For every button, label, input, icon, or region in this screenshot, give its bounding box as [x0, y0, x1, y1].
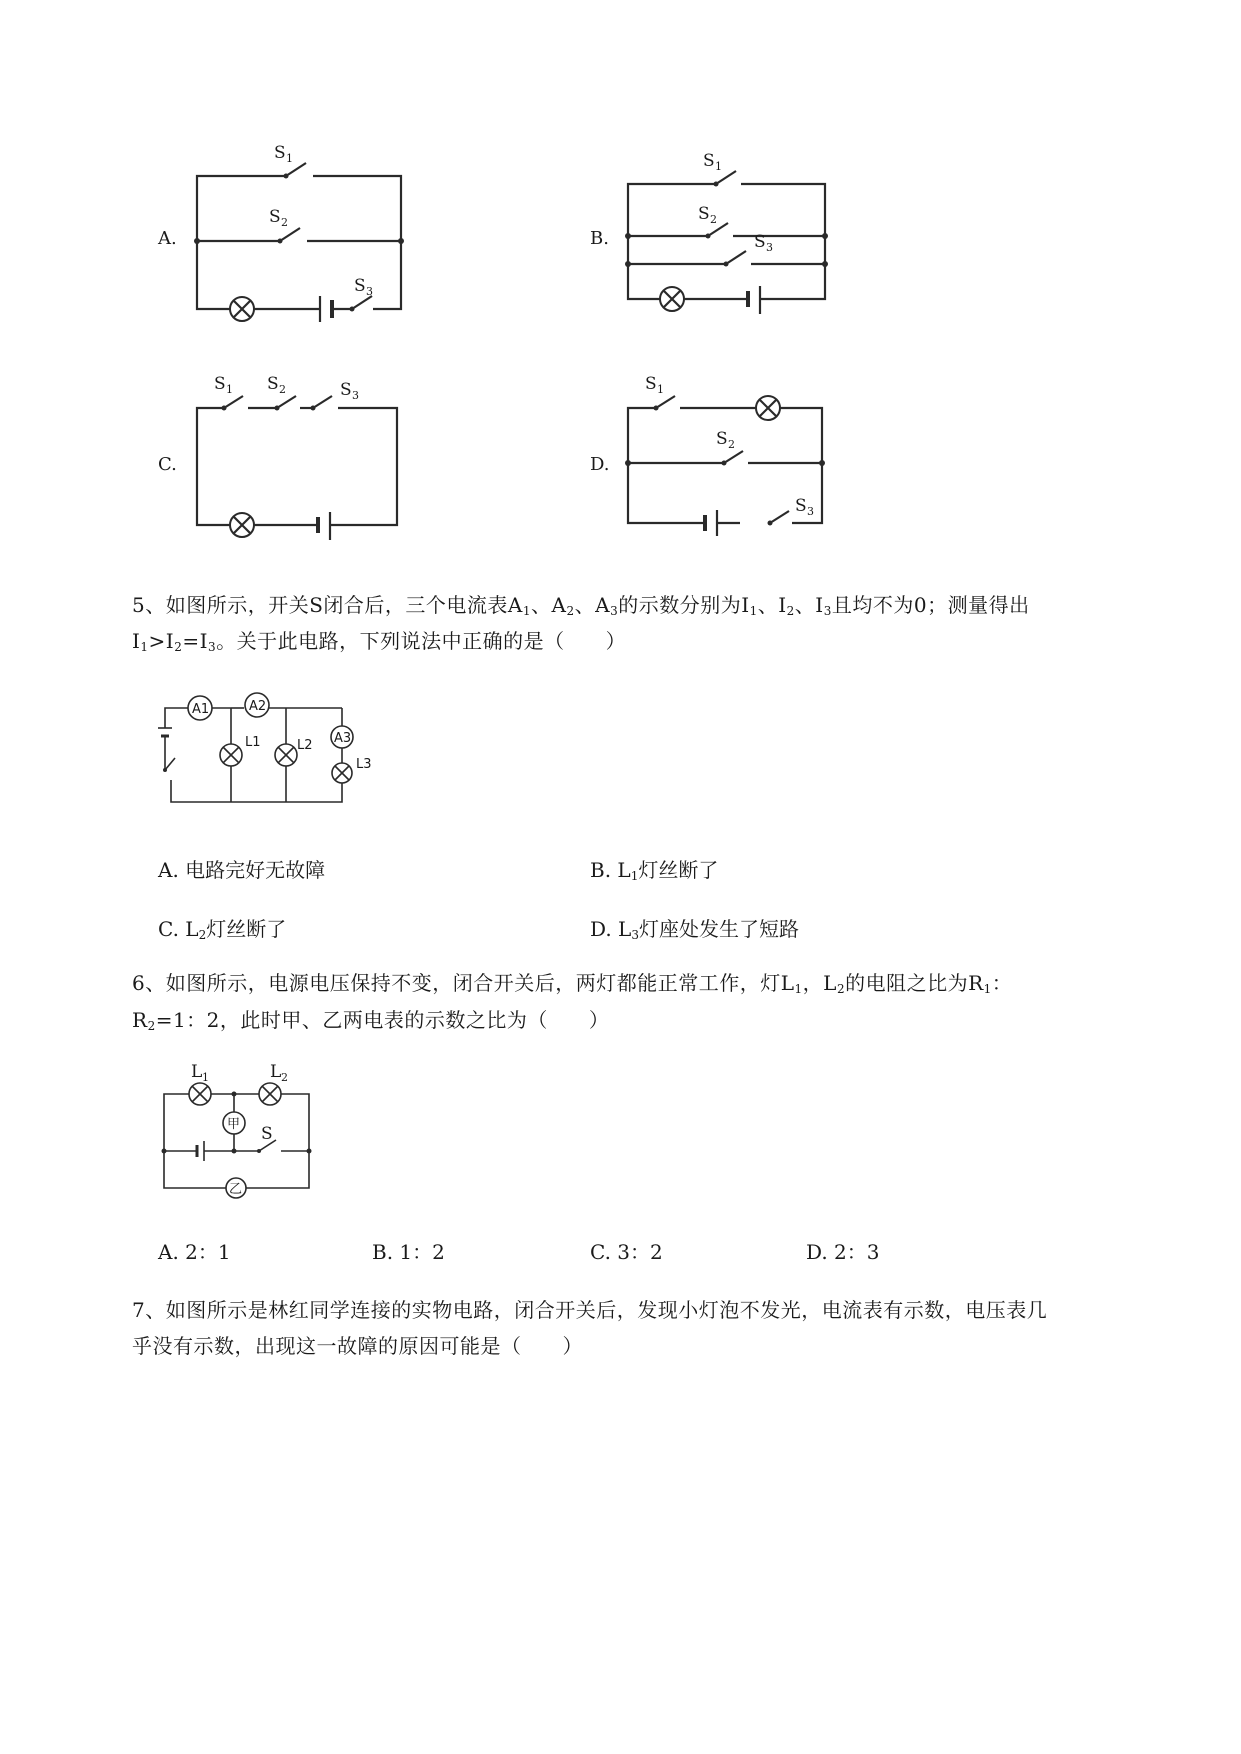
svg-text:1: 1 — [286, 152, 293, 165]
a2-meter-label: A2 — [249, 699, 267, 714]
option-b-label: B. — [590, 228, 609, 249]
a1-meter-label: A1 — [192, 702, 210, 717]
a-s2-label: S — [269, 207, 281, 227]
svg-text:3: 3 — [766, 241, 773, 254]
q6-option-a[interactable]: A. 2：1 — [158, 1240, 231, 1264]
c-s1-label: S — [214, 374, 226, 394]
d-s2-label: S — [716, 429, 728, 449]
svg-text:3: 3 — [352, 389, 359, 402]
svg-text:1: 1 — [715, 160, 722, 173]
q6-stem-line2: $R_2=1$：2，此时甲、乙两电表的示数之比为（ ） — [132, 1008, 610, 1033]
option-c-label: C. — [158, 454, 177, 475]
svg-text:1: 1 — [226, 383, 233, 396]
q5-option-c[interactable]: C. $L_2$灯丝断了 — [158, 917, 287, 942]
option-a-label: A. — [158, 228, 177, 249]
l3-label: L3 — [356, 757, 372, 772]
a-s3-label: S — [354, 276, 366, 296]
svg-text:3: 3 — [807, 505, 814, 518]
d-s1-label: S — [645, 374, 657, 394]
q5-option-a[interactable]: A. 电路完好无故障 — [158, 858, 326, 882]
q5-option-b[interactable]: B. $L_1$灯丝断了 — [590, 858, 719, 883]
q6-s-label: S — [261, 1124, 273, 1144]
l2-label: L2 — [297, 738, 313, 753]
q5-stem-line1: 5、如图所示，开关S闭合后，三个电流表$A_1$、$A_2$、$A_3$的示数分别为$I_1$、$I_2$、$I_3$且均不为0；测量得出 — [132, 593, 1030, 618]
q6-stem-line1: 6、如图所示，电源电压保持不变，闭合开关后，两灯都能正常工作，灯$L_1$，$L_2$的电阻之比为$R_1$： — [132, 971, 1013, 996]
svg-text:1: 1 — [202, 1071, 209, 1084]
a-s1-label: S — [274, 143, 286, 163]
yi-meter-label: 乙 — [229, 1182, 243, 1197]
jia-meter-label: 甲 — [227, 1117, 241, 1132]
svg-text:2: 2 — [710, 213, 717, 226]
svg-text:3: 3 — [366, 285, 373, 298]
l1-label: L1 — [245, 735, 261, 750]
svg-text:2: 2 — [728, 438, 735, 451]
q5-stem-line2: $I_1>I_2=I_3$。关于此电路，下列说法中正确的是（ ） — [132, 629, 627, 654]
q6-option-b[interactable]: B. 1：2 — [372, 1240, 445, 1264]
q6-option-d[interactable]: D. 2：3 — [806, 1240, 880, 1264]
svg-text:2: 2 — [279, 383, 286, 396]
b-s3-label: S — [754, 232, 766, 252]
d-s3-label: S — [795, 496, 807, 516]
q6-option-c[interactable]: C. 3：2 — [590, 1240, 663, 1264]
q6-l1-label: L — [191, 1062, 203, 1082]
svg-text:1: 1 — [657, 383, 664, 396]
option-d-label: D. — [590, 454, 610, 475]
q7-stem-line1: 7、如图所示是林红同学连接的实物电路，闭合开关后，发现小灯泡不发光，电流表有示数，电压表几 — [132, 1298, 1048, 1322]
svg-text:2: 2 — [281, 216, 288, 229]
q5-option-d[interactable]: D. $L_3$灯座处发生了短路 — [590, 917, 799, 942]
svg-text:2: 2 — [281, 1071, 288, 1084]
c-s3-label: S — [340, 380, 352, 400]
b-s1-label: S — [703, 151, 715, 171]
b-s2-label: S — [698, 204, 710, 224]
c-s2-label: S — [267, 374, 279, 394]
a3-meter-label: A3 — [334, 731, 352, 746]
q6-l2-label: L — [270, 1062, 282, 1082]
q7-stem-line2: 乎没有示数，出现这一故障的原因可能是（ ） — [132, 1334, 583, 1358]
